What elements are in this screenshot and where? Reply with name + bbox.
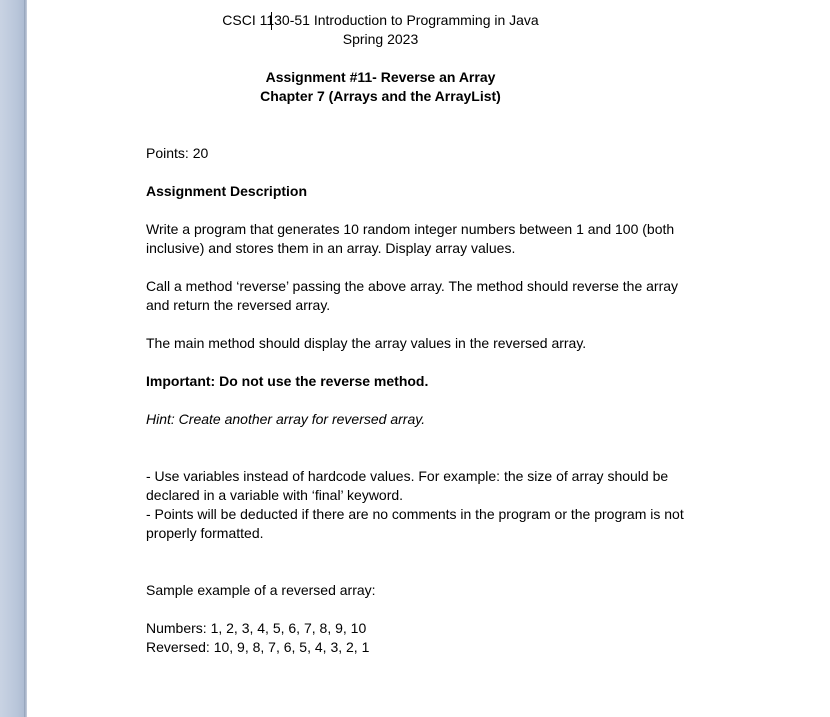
sample-numbers: Numbers: 1, 2, 3, 4, 5, 6, 7, 8, 9, 10: [146, 620, 367, 636]
paragraph-3: The main method should display the array values in the reversed array.: [146, 335, 587, 351]
paragraph-2-line-1: Call a method ‘reverse’ passing the above array. The method should reverse the array: [146, 278, 679, 294]
points: Points: 20: [146, 145, 209, 161]
left-gutter: [0, 0, 24, 717]
important-note: Important: Do not use the reverse method.: [146, 373, 429, 389]
paragraph-1-line-2: inclusive) and stores them in an array. Display array values.: [146, 240, 516, 256]
course-title: CSCI 1130-51 Introduction to Programming in Java: [222, 12, 539, 28]
note-2-line-1: - Points will be deducted if there are no comments in the program or the program is not: [146, 506, 684, 522]
document-page[interactable]: [27, 0, 830, 717]
note-1-line-2: declared in a variable with ‘final’ keyword.: [146, 487, 404, 503]
note-1-line-1: - Use variables instead of hardcode values. For example: the size of array should be: [146, 468, 669, 484]
sample-heading: Sample example of a reversed array:: [146, 582, 376, 598]
term: Spring 2023: [342, 31, 419, 47]
paragraph-2-line-2: and return the reversed array.: [146, 297, 331, 313]
hint: Hint: Create another array for reversed array.: [146, 411, 426, 427]
paragraph-1-line-1: Write a program that generates 10 random integer numbers between 1 and 100 (both: [146, 221, 675, 237]
chapter-title: Chapter 7 (Arrays and the ArrayList): [260, 88, 501, 104]
sample-reversed: Reversed: 10, 9, 8, 7, 6, 5, 4, 3, 2, 1: [146, 639, 370, 655]
description-heading: Assignment Description: [146, 183, 308, 199]
assignment-title: Assignment #11- Reverse an Array: [265, 69, 496, 85]
note-2-line-2: properly formatted.: [146, 525, 264, 541]
